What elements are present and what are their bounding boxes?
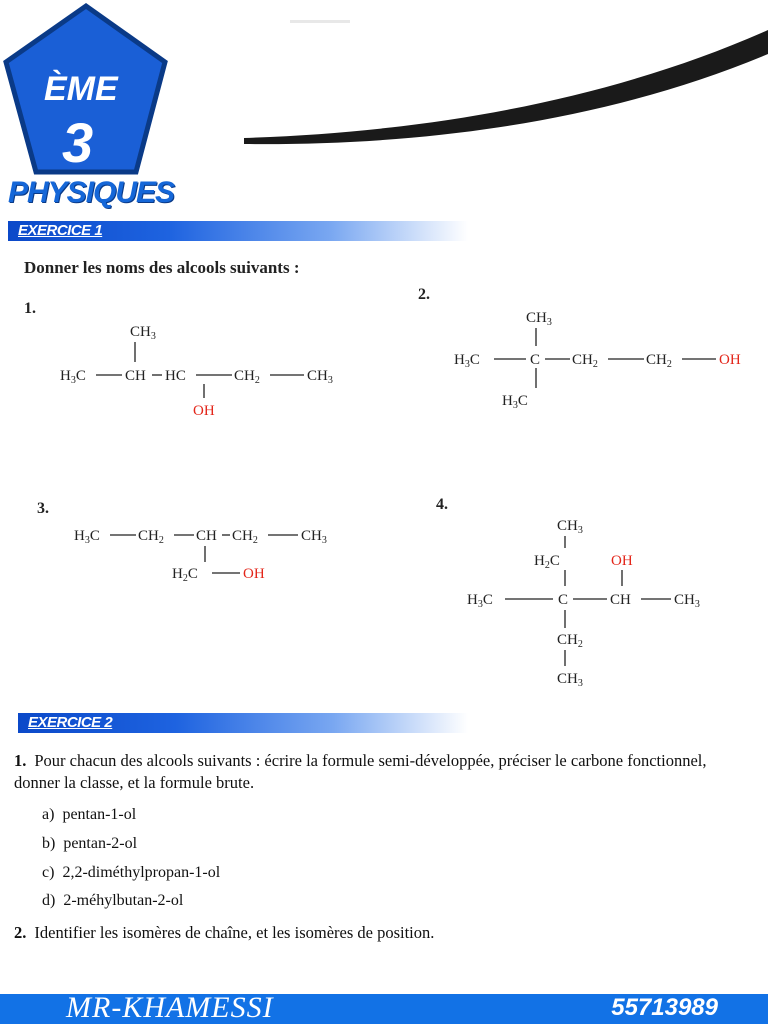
footer-author: MR-KHAMESSI: [66, 991, 274, 1024]
molecule-1-structure: [50, 310, 370, 425]
svg-text:H2C: $H_2C$: [172, 566, 198, 584]
molecule-2-structure: [450, 300, 760, 415]
option-b: [42, 835, 137, 853]
svg-text:C: C: [530, 352, 541, 368]
exercise-1-banner: EXERCICE 1: [8, 221, 468, 241]
svg-text:H3C: $H_3C$: [467, 592, 493, 610]
option-b-letter: b): [42, 835, 56, 852]
svg-text:H3C: $H_3C$: [502, 393, 528, 411]
svg-text:CH2: $CH_2$: [572, 352, 598, 370]
svg-text:CH: CH: [125, 368, 146, 384]
level-logo: [0, 0, 180, 180]
svg-text:CH3: $CH_3$: [557, 518, 583, 536]
svg-text:OH: OH: [719, 352, 741, 368]
exercise-2-banner: EXERCICE 2: [18, 713, 468, 733]
footer-phone: 55713989: [611, 994, 718, 1021]
svg-text:CH3: $CH_3$: [557, 671, 583, 689]
svg-text:CH3: $CH_3$: [307, 368, 333, 386]
svg-text:CH3: $CH_3$: [674, 592, 700, 610]
svg-text:CH2: $CH_2$: [232, 528, 258, 546]
question-2-text: Identifier les isomères de chaîne, et les isomères de position.: [34, 923, 435, 942]
molecule-1-number: 1.: [24, 300, 36, 317]
subject-title: PHYSIQUES: [8, 176, 175, 209]
option-a-letter: a): [42, 806, 55, 823]
logo-level-suffix: ÈME: [44, 70, 118, 108]
question-1-number: 1.: [14, 751, 27, 770]
svg-text:H2C: $H_2C$: [534, 553, 560, 571]
option-b-text: pentan-2-ol: [63, 835, 138, 852]
svg-text:CH3: $CH_3$: [130, 324, 156, 342]
option-d-text: 2-méhylbutan-2-ol: [63, 892, 184, 909]
svg-text:CH2: $CH_2$: [234, 368, 260, 386]
svg-text:CH2: $CH_2$: [557, 632, 583, 650]
svg-text:HC: HC: [165, 368, 186, 384]
option-d: [42, 892, 183, 910]
question-2: [14, 922, 754, 944]
option-c: [42, 864, 220, 882]
option-a: [42, 806, 136, 824]
option-d-letter: d): [42, 892, 56, 909]
svg-text:CH3: $CH_3$: [301, 528, 327, 546]
svg-text:CH: CH: [196, 528, 217, 544]
question-1-text: Pour chacun des alcools suivants : écrire la formule semi-développée, préciser le carbone fonctionnel, donner la classe, et la formule brute.: [14, 751, 707, 792]
option-a-text: pentan-1-ol: [62, 806, 137, 823]
svg-text:OH: OH: [611, 553, 633, 569]
svg-text:CH: CH: [610, 592, 631, 608]
svg-text:OH: OH: [193, 403, 215, 419]
question-1: [14, 750, 754, 794]
exercise-1-instruction: Donner les noms des alcools suivants :: [24, 258, 300, 277]
molecule-3-number: 3.: [37, 500, 49, 517]
option-c-letter: c): [42, 864, 55, 881]
svg-text:H3C: $H_3C$: [60, 368, 86, 386]
molecule-3-structure: [70, 518, 360, 588]
svg-text:CH2: $CH_2$: [138, 528, 164, 546]
svg-text:OH: OH: [243, 566, 265, 582]
molecule-4-structure: [465, 510, 735, 695]
svg-text:H3C: $H_3C$: [74, 528, 100, 546]
svg-text:CH3: $CH_3$: [526, 310, 552, 328]
logo-level-number: 3: [62, 111, 94, 174]
option-c-text: 2,2-diméthylpropan-1-ol: [62, 864, 221, 881]
molecule-4-number: 4.: [436, 496, 448, 513]
svg-text:C: C: [558, 592, 569, 608]
question-2-number: 2.: [14, 923, 27, 942]
footer-bar: [0, 991, 768, 1024]
svg-text:CH2: $CH_2$: [646, 352, 672, 370]
header-swoosh: [230, 20, 768, 160]
molecule-2-number: 2.: [418, 286, 430, 303]
svg-text:H3C: $H_3C$: [454, 352, 480, 370]
